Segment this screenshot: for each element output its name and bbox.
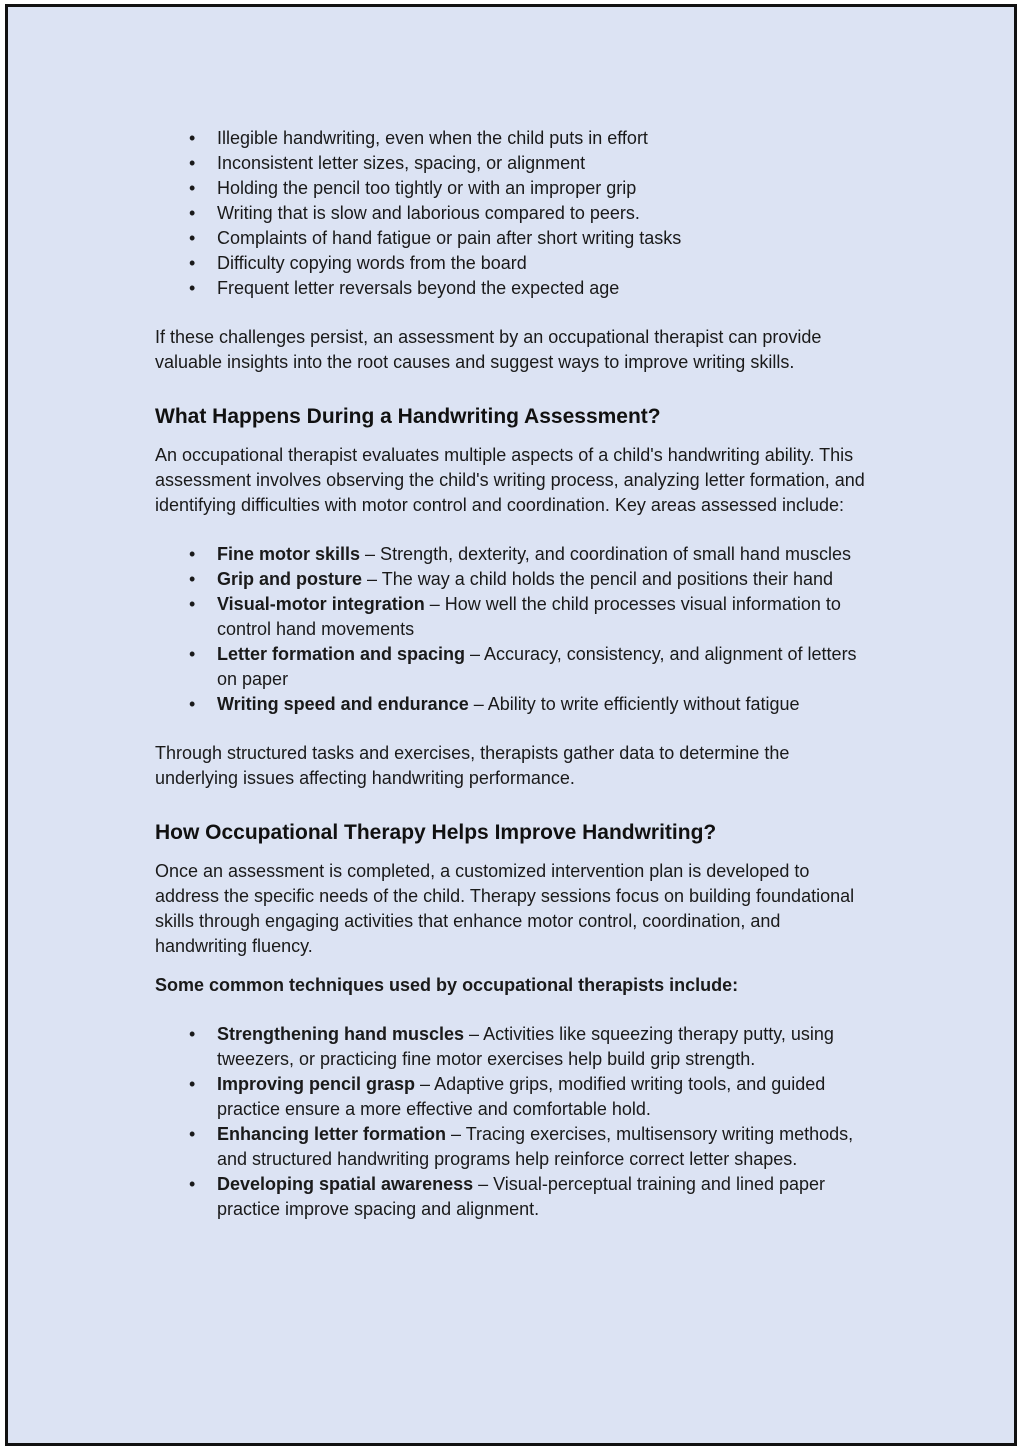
document-content: [155, 126, 877, 1222]
list-item-term: Visual-motor integration: [217, 594, 425, 614]
bullet-icon: •: [189, 694, 196, 714]
bullet-icon: •: [189, 1124, 196, 1144]
bullet-icon: •: [189, 228, 196, 248]
intro-paragraph: If these challenges persist, an assessment by an occupational therapist can provide valuable insights into the root causes and suggest ways to improve writing skills.: [155, 327, 822, 372]
bullet-icon: •: [189, 178, 196, 198]
list-item-term: Improving pencil grasp: [217, 1074, 416, 1094]
list-item-text: Writing that is slow and laborious compared to peers.: [217, 203, 640, 223]
bullet-icon: •: [189, 278, 196, 298]
assessment-closing-paragraph: Through structured tasks and exercises, therapists gather data to determine the underlying issues affecting handwriting performance.: [155, 743, 790, 788]
list-item: [155, 126, 877, 151]
list-item: [155, 542, 877, 567]
list-item: [155, 1172, 877, 1222]
list-item-term: Strengthening hand muscles: [217, 1024, 465, 1044]
bullet-icon: •: [189, 128, 196, 148]
bullet-icon: •: [189, 569, 196, 589]
list-item: [155, 642, 877, 692]
list-item: [155, 226, 877, 251]
techniques-list: [155, 1022, 877, 1222]
list-item-desc: – Tracing exercises, multisensory writing methods, and structured handwriting programs help reinforce correct letter shapes.: [217, 1124, 854, 1169]
list-item-term: Enhancing letter formation: [217, 1124, 447, 1144]
list-item-term: Developing spatial awareness: [217, 1174, 474, 1194]
document-page: [5, 4, 1017, 1446]
list-item-term: Grip and posture: [217, 569, 363, 589]
techniques-lead: Some common techniques used by occupational therapists include:: [155, 975, 739, 995]
therapy-heading: How Occupational Therapy Helps Improve Handwriting?: [155, 821, 717, 844]
list-item: [155, 1122, 877, 1172]
bullet-icon: •: [189, 544, 196, 564]
list-item-text: Difficulty copying words from the board: [217, 253, 527, 273]
list-item: [155, 251, 877, 276]
list-item-text: Complaints of hand fatigue or pain after short writing tasks: [217, 228, 682, 248]
list-item: [155, 201, 877, 226]
list-item-text: Inconsistent letter sizes, spacing, or alignment: [217, 153, 586, 173]
signs-list: [155, 126, 877, 301]
list-item-desc: – Strength, dexterity, and coordination of small hand muscles: [360, 544, 851, 564]
bullet-icon: •: [189, 153, 196, 173]
bullet-icon: •: [189, 644, 196, 664]
list-item-term: Writing speed and endurance: [217, 694, 469, 714]
list-item-term: Letter formation and spacing: [217, 644, 466, 664]
list-item: [155, 151, 877, 176]
list-item-text: Holding the pencil too tightly or with an improper grip: [217, 178, 637, 198]
bullet-icon: •: [189, 1024, 196, 1044]
list-item: [155, 692, 877, 717]
list-item-desc: – How well the child processes visual information to control hand movements: [217, 594, 841, 639]
bullet-icon: •: [189, 203, 196, 223]
list-item-term: Fine motor skills: [217, 544, 361, 564]
assessment-paragraph: An occupational therapist evaluates multiple aspects of a child's handwriting ability. This assessment involves observing the child's writing process, analyzing letter formation, and identifying difficulties with motor control and coordination. Key areas assessed include:: [155, 445, 865, 515]
list-item-text: Frequent letter reversals beyond the expected age: [217, 278, 620, 298]
bullet-icon: •: [189, 1174, 196, 1194]
list-item: [155, 592, 877, 642]
list-item: [155, 1022, 877, 1072]
assessment-heading: What Happens During a Handwriting Assessment?: [155, 405, 661, 428]
bullet-icon: •: [189, 594, 196, 614]
list-item: [155, 567, 877, 592]
bullet-icon: •: [189, 253, 196, 273]
list-item-desc: – The way a child holds the pencil and positions their hand: [362, 569, 833, 589]
assessment-areas-list: [155, 542, 877, 717]
list-item-desc: – Adaptive grips, modified writing tools, and guided practice ensure a more effective and comfortable hold.: [217, 1074, 826, 1119]
list-item-desc: – Activities like squeezing therapy putty, using tweezers, or practicing fine motor exercises help build grip strength.: [217, 1024, 834, 1069]
list-item: [155, 1072, 877, 1122]
list-item: [155, 276, 877, 301]
bullet-icon: •: [189, 1074, 196, 1094]
list-item-desc: – Visual-perceptual training and lined paper practice improve spacing and alignment.: [217, 1174, 826, 1219]
list-item-text: Illegible handwriting, even when the child puts in effort: [217, 128, 648, 148]
list-item-desc: – Accuracy, consistency, and alignment of letters on paper: [217, 644, 857, 689]
therapy-paragraph: Once an assessment is completed, a customized intervention plan is developed to address the specific needs of the child. Therapy sessions focus on building foundational skills through engaging activities that enhance motor control, coordination, and handwriting fluency.: [155, 861, 855, 956]
list-item: [155, 176, 877, 201]
list-item-desc: – Ability to write efficiently without fatigue: [468, 694, 800, 714]
